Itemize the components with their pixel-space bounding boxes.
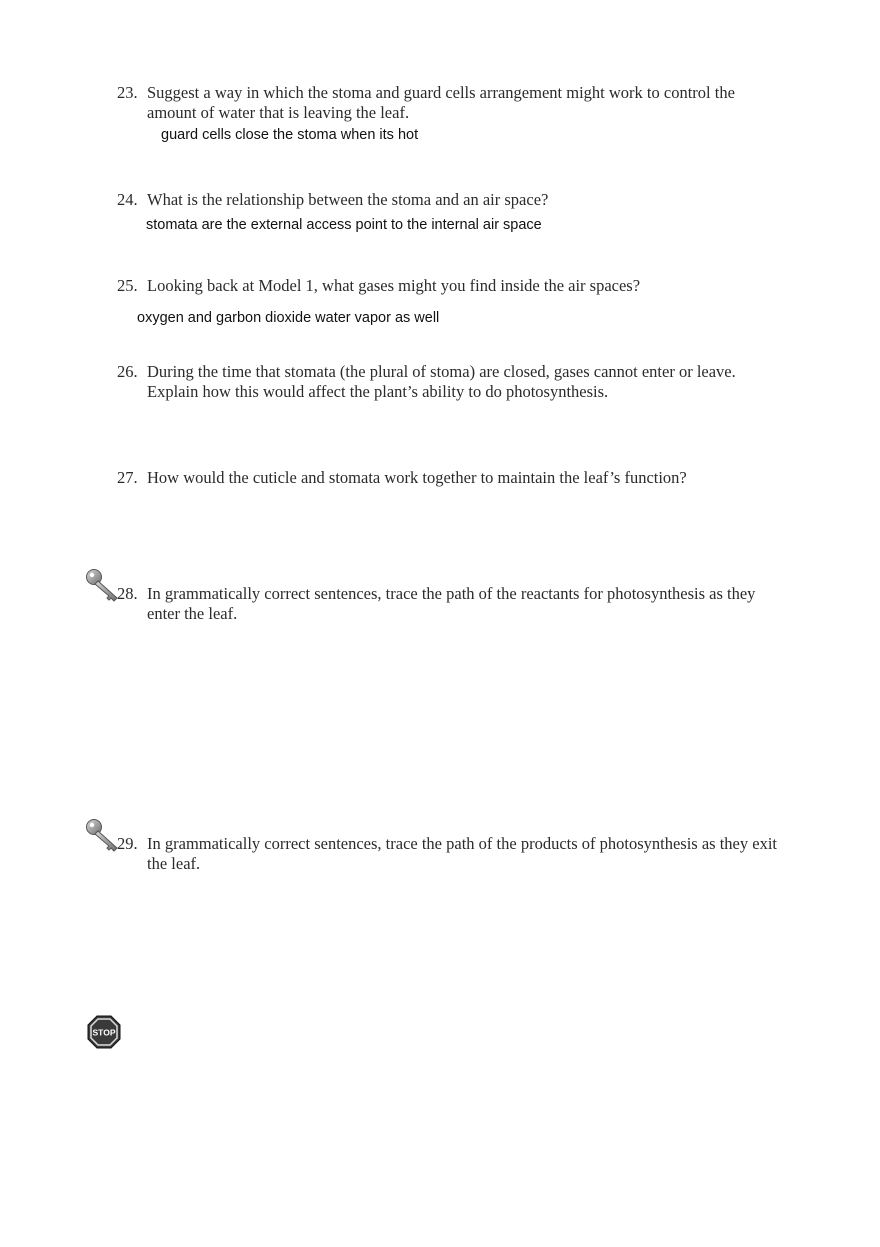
question-29 bbox=[117, 834, 787, 874]
question-23 bbox=[117, 83, 787, 123]
question-number: 23. bbox=[117, 83, 138, 102]
question-text: During the time that stomata (the plural of stoma) are closed, gases cannot enter or leave. Explain how this would affect the plant’s ability to do photosynthesis. bbox=[147, 362, 736, 401]
question-26 bbox=[117, 362, 787, 402]
question-number: 27. bbox=[117, 468, 138, 487]
question-number: 24. bbox=[117, 190, 138, 209]
answer-25[interactable]: oxygen and garbon dioxide water vapor as well bbox=[137, 310, 440, 326]
question-28 bbox=[117, 584, 787, 624]
question-number: 29. bbox=[117, 834, 138, 853]
question-24 bbox=[117, 190, 787, 210]
answer-24[interactable]: stomata are the external access point to the internal air space bbox=[146, 217, 542, 233]
question-text: What is the relationship between the stoma and an air space? bbox=[147, 190, 549, 209]
question-text: How would the cuticle and stomata work together to maintain the leaf’s function? bbox=[147, 468, 687, 487]
question-number: 28. bbox=[117, 584, 138, 603]
question-text: In grammatically correct sentences, trace the path of the products of photosynthesis as they exit the leaf. bbox=[147, 834, 777, 873]
question-text: In grammatically correct sentences, trace the path of the reactants for photosynthesis as they enter the leaf. bbox=[147, 584, 756, 623]
question-text: Suggest a way in which the stoma and guard cells arrangement might work to control the amount of water that is leaving the leaf. bbox=[147, 83, 735, 122]
question-number: 25. bbox=[117, 276, 138, 295]
stop-label: STOP bbox=[92, 1027, 116, 1038]
answer-23[interactable]: guard cells close the stoma when its hot bbox=[161, 127, 419, 143]
question-text: Looking back at Model 1, what gases might you find inside the air spaces? bbox=[147, 276, 641, 295]
question-25 bbox=[117, 276, 787, 296]
question-27 bbox=[117, 468, 787, 488]
question-number: 26. bbox=[117, 362, 138, 381]
stop-sign-icon bbox=[87, 1015, 121, 1049]
